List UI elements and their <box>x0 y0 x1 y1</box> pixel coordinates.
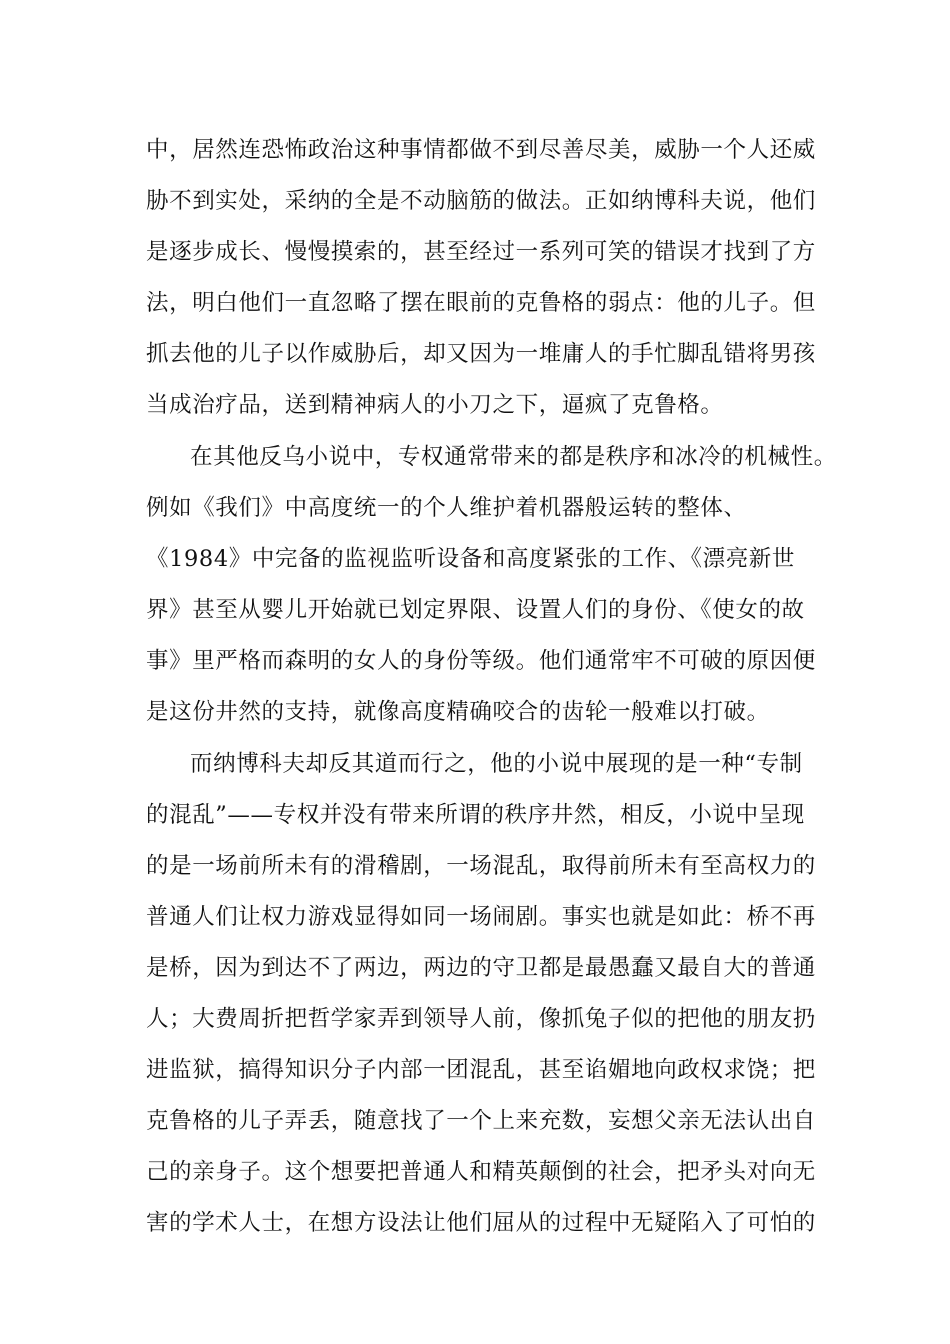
text-line: 的混乱”——专权并没有带来所谓的秩序井然，相反，小说中呈现 <box>146 802 805 828</box>
text-line: 抓去他的儿子以作威胁后，却又因为一堆庸人的手忙脚乱错将男孩 <box>146 341 816 367</box>
text-line: 进监狱，搞得知识分子内部一团混乱，甚至谄媚地向政权求饶；把 <box>146 1057 816 1083</box>
text-line: 当成治疗品，送到精神病人的小刀之下，逼疯了克鲁格。 <box>146 392 724 418</box>
text-line: 法，明白他们一直忽略了摆在眼前的克鲁格的弱点：他的儿子。但 <box>146 290 816 316</box>
text-line: 中，居然连恐怖政治这种事情都做不到尽善尽美，威胁一个人还威 <box>146 137 816 163</box>
text-line: 是逐步成长、慢慢摸索的，甚至经过一系列可笑的错误才找到了方 <box>146 239 816 265</box>
text-line: 己的亲身子。这个想要把普通人和精英颠倒的社会，把矛头对向无 <box>146 1159 816 1185</box>
text-line: 克鲁格的儿子弄丢，随意找了一个上来充数，妄想父亲无法认出自 <box>146 1108 816 1134</box>
paragraph-first-line: 而纳博科夫却反其道而行之，他的小说中展现的是一种“专制 <box>190 751 803 777</box>
text-line: 是这份井然的支持，就像高度精确咬合的齿轮一般难以打破。 <box>146 699 770 725</box>
text-line: 是桥，因为到达不了两边，两边的守卫都是最愚蠢又最自大的普通 <box>146 955 816 981</box>
text-line: 人；大费周折把哲学家弄到领导人前，像抓兔子似的把他的朋友扔 <box>146 1006 816 1032</box>
text-line: 害的学术人士，在想方设法让他们屈从的过程中无疑陷入了可怕的 <box>146 1210 816 1236</box>
text-line: 的是一场前所未有的滑稽剧，一场混乱，取得前所未有至高权力的 <box>146 853 816 879</box>
text-line: 胁不到实处，采纳的全是不动脑筋的做法。正如纳博科夫说，他们 <box>146 188 816 214</box>
text-line: 例如《我们》中高度统一的个人维护着机器般运转的整体、 <box>146 495 747 521</box>
text-line: 界》甚至从婴儿开始就已划定界限、设置人们的身份、《使女的故 <box>146 597 805 623</box>
text-line: 《1984》中完备的监视监听设备和高度紧张的工作、《漂亮新世 <box>146 546 796 572</box>
text-line: 事》里严格而森明的女人的身份等级。他们通常牢不可破的原因便 <box>146 648 816 674</box>
paragraph-first-line: 在其他反乌小说中，专权通常带来的都是秩序和冰冷的机械性。 <box>190 444 837 470</box>
text-line: 普通人们让权力游戏显得如同一场闹剧。事实也就是如此：桥不再 <box>146 904 816 930</box>
